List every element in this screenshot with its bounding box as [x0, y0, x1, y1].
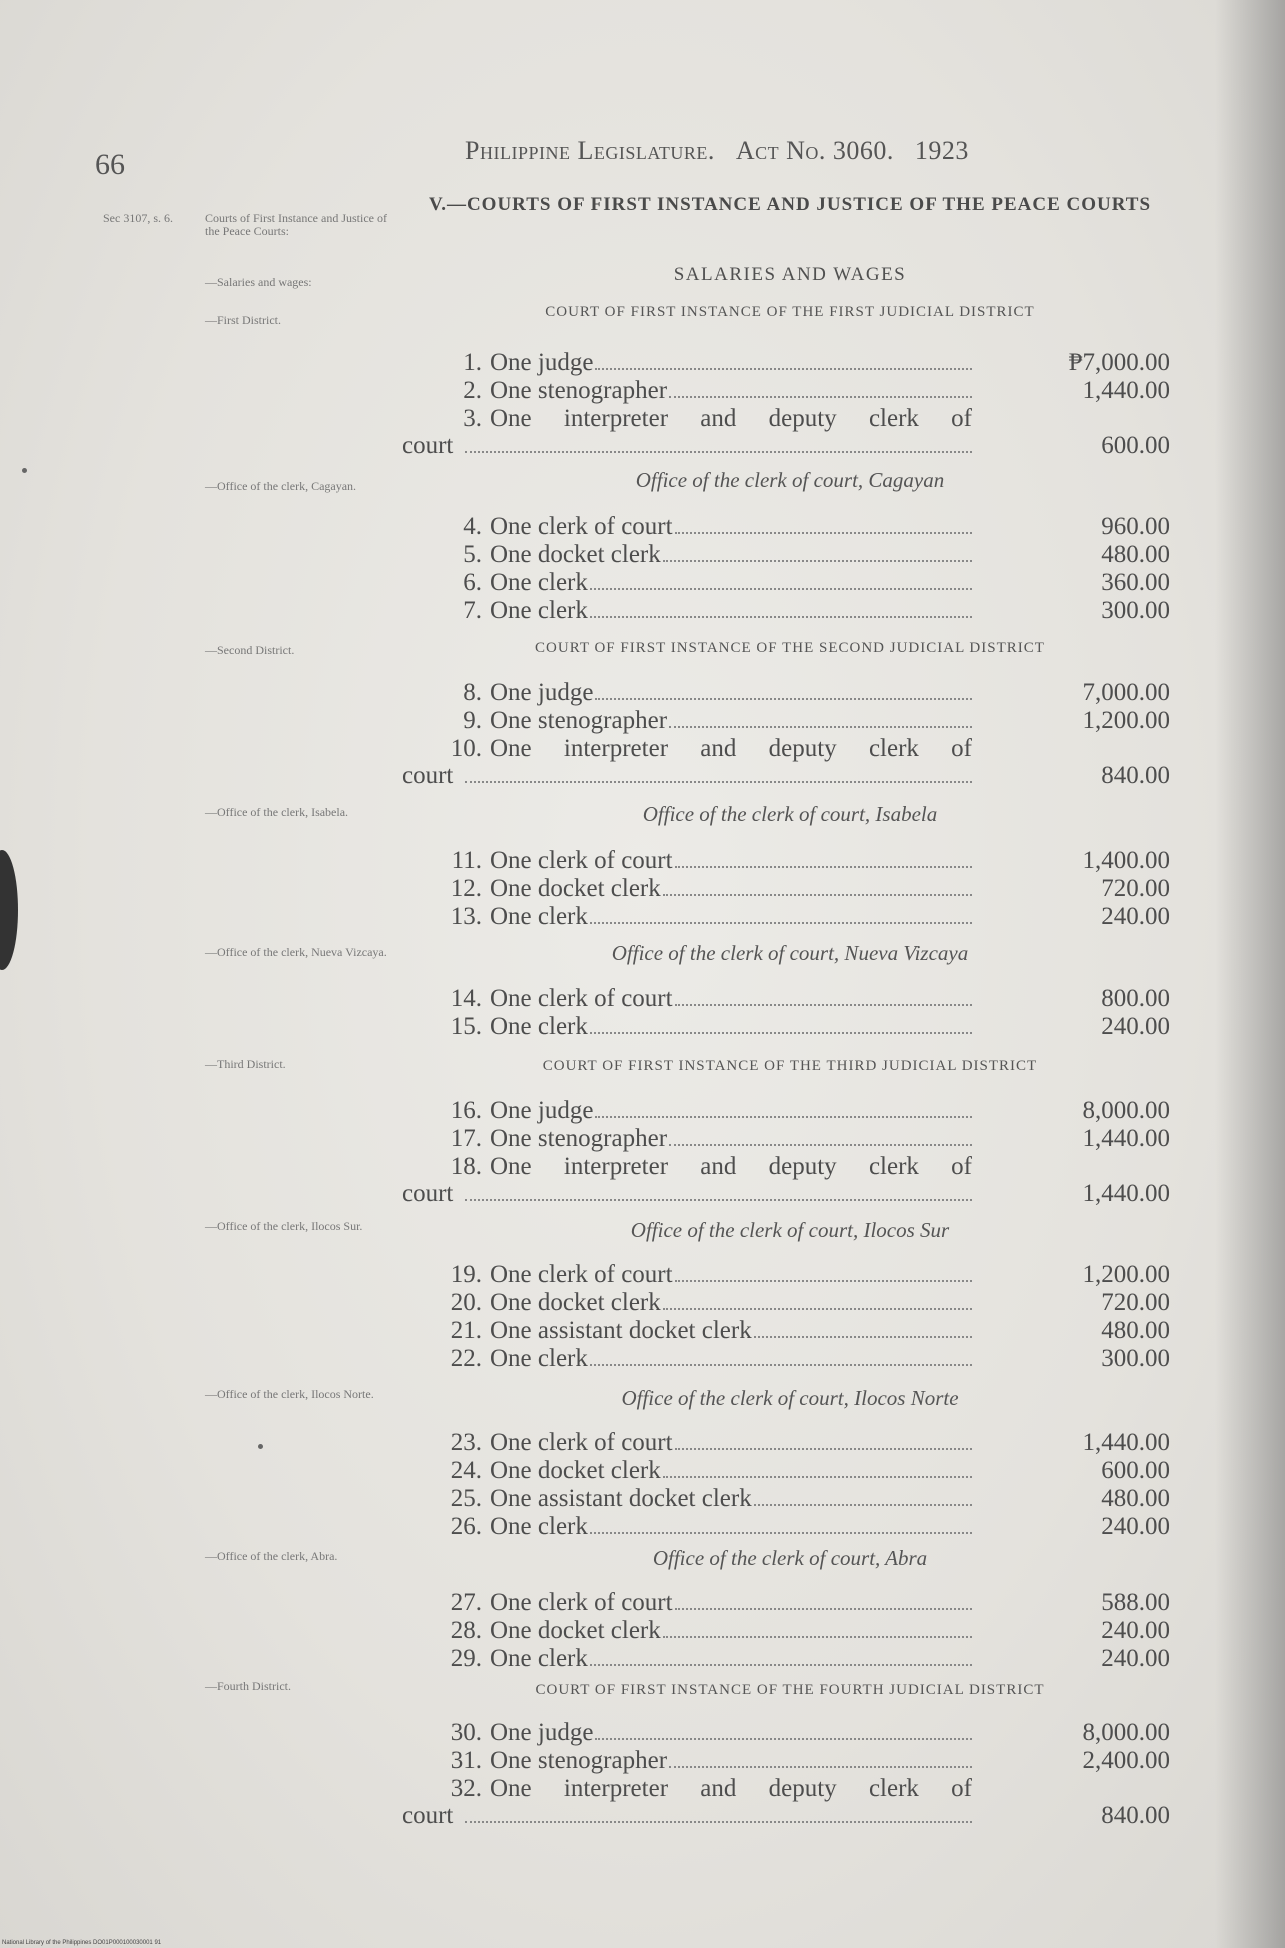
dot-leader — [663, 1456, 972, 1478]
running-head-legislature: Philippine Legislature. — [465, 136, 715, 165]
margin-note-first-district: —First District. — [205, 313, 282, 327]
dot-leader — [590, 1012, 972, 1034]
item-amount: 1,440.00 — [1082, 1429, 1170, 1456]
section-reference: Sec 3107, s. 6. — [103, 211, 173, 225]
dot-leader — [675, 846, 972, 868]
item-description-continuation: court — [402, 1802, 454, 1829]
item-number: 21. — [450, 1317, 482, 1344]
dot-leader — [663, 874, 972, 896]
item-description: One docket clerk — [490, 875, 661, 902]
salary-item-line — [402, 1152, 972, 1181]
dot-leader — [595, 678, 972, 700]
item-amount: 1,200.00 — [1082, 1261, 1170, 1288]
salary-item-continuation — [402, 761, 972, 790]
salary-item-line — [402, 1588, 972, 1617]
item-number: 27. — [450, 1589, 482, 1616]
item-number: 1. — [463, 349, 482, 376]
item-number: 2. — [463, 377, 482, 404]
item-amount: 300.00 — [1101, 597, 1170, 624]
item-amount: 240.00 — [1101, 903, 1170, 930]
item-description: One interpreter and deputy clerk of — [490, 1153, 972, 1180]
item-description: One stenographer — [490, 1747, 668, 1774]
item-number: 11. — [451, 847, 482, 874]
salary-item-line — [402, 734, 972, 763]
item-number: 26. — [450, 1513, 482, 1540]
item-amount: 1,440.00 — [1082, 1125, 1170, 1152]
item-description: One stenographer — [490, 1125, 668, 1152]
item-description: One clerk of court — [490, 1261, 673, 1288]
dot-leader — [669, 1124, 972, 1146]
salary-item-line — [402, 1512, 972, 1541]
margin-note-office-abra: —Office of the clerk, Abra. — [205, 1549, 338, 1563]
item-number: 17. — [450, 1125, 482, 1152]
salary-item-line — [402, 846, 972, 875]
salary-item-line — [402, 1124, 972, 1153]
salary-item-continuation — [402, 1801, 972, 1830]
item-description: One clerk of court — [490, 985, 673, 1012]
item-number: 31. — [450, 1747, 482, 1774]
dot-leader — [590, 568, 972, 590]
running-head — [465, 136, 969, 166]
item-number: 3. — [463, 405, 482, 432]
item-description: One clerk — [490, 597, 588, 624]
item-description: One docket clerk — [490, 1617, 661, 1644]
item-number: 12. — [450, 875, 482, 902]
sub-heading-salaries: SALARIES AND WAGES — [673, 264, 907, 285]
item-description: One judge — [490, 1097, 594, 1124]
heading-office-cagayan: Office of the clerk of court, Cagayan — [635, 468, 945, 492]
salary-item-line — [402, 1774, 972, 1803]
item-number: 7. — [463, 597, 482, 624]
item-description: One interpreter and deputy clerk of — [490, 405, 972, 432]
item-description: One clerk — [490, 569, 588, 596]
salary-item-line — [402, 706, 972, 735]
item-amount: 8,000.00 — [1082, 1097, 1170, 1124]
dot-leader — [595, 1096, 972, 1118]
salary-item-line — [402, 1456, 972, 1485]
item-amount: 2,400.00 — [1082, 1747, 1170, 1774]
item-number: 23. — [450, 1429, 482, 1456]
salary-item-continuation — [402, 431, 972, 460]
item-amount: 8,000.00 — [1082, 1719, 1170, 1746]
salary-item-line — [402, 348, 972, 377]
margin-note-third-district: —Third District. — [205, 1057, 286, 1071]
dot-leader — [465, 1801, 972, 1823]
item-description: One stenographer — [490, 377, 668, 404]
item-number: 8. — [463, 679, 482, 706]
heading-office-abra: Office of the clerk of court, Abra — [652, 1546, 928, 1570]
item-description: One stenographer — [490, 707, 668, 734]
salary-item-line — [402, 678, 972, 707]
item-number: 4. — [463, 513, 482, 540]
item-amount: 240.00 — [1101, 1645, 1170, 1672]
heading-third-district: COURT OF FIRST INSTANCE OF THE THIRD JUDICIAL DISTRICT — [542, 1058, 1038, 1074]
dot-leader — [595, 348, 972, 370]
item-number: 32. — [450, 1775, 482, 1802]
item-description: One interpreter and deputy clerk of — [490, 735, 972, 762]
item-description: One clerk — [490, 903, 588, 930]
item-number: 22. — [450, 1345, 482, 1372]
item-amount: 600.00 — [1101, 432, 1170, 459]
dot-leader — [669, 376, 972, 398]
item-amount: 300.00 — [1101, 1345, 1170, 1372]
item-description: One docket clerk — [490, 1289, 661, 1316]
item-number: 16. — [450, 1097, 482, 1124]
heading-office-ilocos-sur: Office of the clerk of court, Ilocos Sur — [630, 1218, 950, 1242]
dot-leader — [663, 1288, 972, 1310]
item-number: 9. — [463, 707, 482, 734]
section-heading: V.—COURTS OF FIRST INSTANCE AND JUSTICE OF THE PEACE COURTS — [428, 194, 1152, 215]
item-amount: 480.00 — [1101, 1485, 1170, 1512]
salary-item-line — [402, 1644, 972, 1673]
item-amount: 1,440.00 — [1082, 377, 1170, 404]
salary-item-line — [402, 404, 972, 433]
item-description: One clerk of court — [490, 1429, 673, 1456]
item-amount: 240.00 — [1101, 1513, 1170, 1540]
item-amount: 720.00 — [1101, 1289, 1170, 1316]
item-description: One clerk — [490, 1345, 588, 1372]
item-amount: 840.00 — [1101, 1802, 1170, 1829]
dot-leader — [590, 902, 972, 924]
item-amount: 480.00 — [1101, 541, 1170, 568]
item-description-continuation: court — [402, 432, 454, 459]
dot-leader — [675, 1428, 972, 1450]
salary-item-line — [402, 540, 972, 569]
footer-credit: National Library of the Philippines DO01P000100030001 91 — [2, 1940, 162, 1946]
item-description: One judge — [490, 679, 594, 706]
salary-item-line — [402, 512, 972, 541]
item-amount: 1,440.00 — [1082, 1180, 1170, 1207]
salary-item-line — [402, 1718, 972, 1747]
dot-leader — [754, 1484, 972, 1506]
dot-leader — [590, 1512, 972, 1534]
dot-leader — [465, 761, 972, 783]
dot-leader — [669, 1746, 972, 1768]
heading-office-nueva-vizcaya: Office of the clerk of court, Nueva Vizcaya — [611, 941, 969, 965]
binding-shadow — [1215, 0, 1285, 1948]
heading-second-district: COURT OF FIRST INSTANCE OF THE SECOND JUDICIAL DISTRICT — [535, 640, 1045, 656]
page-number: 66 — [95, 148, 125, 181]
item-description: One clerk — [490, 1645, 588, 1672]
margin-note-office-nueva-vizcaya: —Office of the clerk, Nueva Vizcaya. — [205, 945, 387, 959]
margin-note-office-isabela: —Office of the clerk, Isabela. — [205, 805, 349, 819]
item-description: One clerk of court — [490, 847, 673, 874]
dot-leader — [663, 540, 972, 562]
salary-item-line — [402, 1616, 972, 1645]
running-head-year: 1923 — [914, 136, 969, 165]
item-number: 19. — [450, 1261, 482, 1288]
item-number: 20. — [450, 1289, 482, 1316]
dot-leader — [669, 706, 972, 728]
salary-item-line — [402, 1096, 972, 1125]
item-number: 29. — [450, 1645, 482, 1672]
item-amount: 480.00 — [1101, 1317, 1170, 1344]
item-description-continuation: court — [402, 1180, 454, 1207]
margin-note-salaries: —Salaries and wages: — [205, 275, 312, 289]
item-amount: 1,400.00 — [1082, 847, 1170, 874]
dot-leader — [675, 512, 972, 534]
running-head-act: Act No. 3060. — [735, 136, 894, 165]
item-amount: 360.00 — [1101, 569, 1170, 596]
item-description: One clerk — [490, 1013, 588, 1040]
item-number: 15. — [450, 1013, 482, 1040]
item-description: One clerk of court — [490, 513, 673, 540]
salary-item-line — [402, 984, 972, 1013]
item-description: One interpreter and deputy clerk of — [490, 1775, 972, 1802]
item-amount: 240.00 — [1101, 1617, 1170, 1644]
item-description: One judge — [490, 349, 594, 376]
margin-note-office-ilocos-norte: —Office of the clerk, Ilocos Norte. — [205, 1387, 374, 1401]
item-description: One clerk — [490, 1513, 588, 1540]
salary-item-line — [402, 1316, 972, 1345]
item-amount: 1,200.00 — [1082, 707, 1170, 734]
margin-note-fourth-district: —Fourth District. — [205, 1679, 291, 1693]
heading-office-isabela: Office of the clerk of court, Isabela — [642, 802, 938, 826]
heading-office-ilocos-norte: Office of the clerk of court, Ilocos Norte — [621, 1386, 959, 1410]
item-number: 25. — [450, 1485, 482, 1512]
item-amount: 600.00 — [1101, 1457, 1170, 1484]
salary-item-line — [402, 1260, 972, 1289]
dot-leader — [465, 431, 972, 453]
item-description-continuation: court — [402, 762, 454, 789]
item-number: 6. — [463, 569, 482, 596]
item-description: One docket clerk — [490, 1457, 661, 1484]
item-number: 28. — [450, 1617, 482, 1644]
margin-note-office-cagayan: —Office of the clerk, Cagayan. — [205, 479, 357, 493]
salary-item-line — [402, 1746, 972, 1775]
item-description: One assistant docket clerk — [490, 1485, 752, 1512]
margin-note-office-ilocos-sur: —Office of the clerk, Ilocos Sur. — [205, 1219, 363, 1233]
salary-item-line — [402, 1484, 972, 1513]
salary-item-line — [402, 902, 972, 931]
item-number: 24. — [450, 1457, 482, 1484]
dot-leader — [675, 1260, 972, 1282]
item-number: 13. — [450, 903, 482, 930]
item-number: 5. — [463, 541, 482, 568]
scan-speck — [258, 1444, 263, 1449]
item-amount: 800.00 — [1101, 985, 1170, 1012]
item-amount: 840.00 — [1101, 762, 1170, 789]
item-number: 10. — [450, 735, 482, 762]
salary-item-line — [402, 376, 972, 405]
dot-leader — [675, 1588, 972, 1610]
dot-leader — [590, 596, 972, 618]
heading-fourth-district: COURT OF FIRST INSTANCE OF THE FOURTH JUDICIAL DISTRICT — [535, 1682, 1045, 1698]
salary-item-line — [402, 874, 972, 903]
item-amount: 720.00 — [1101, 875, 1170, 902]
item-number: 14. — [450, 985, 482, 1012]
item-number: 18. — [450, 1153, 482, 1180]
salary-item-line — [402, 1012, 972, 1041]
salary-item-line — [402, 1428, 972, 1457]
salary-item-continuation — [402, 1179, 972, 1208]
dot-leader — [675, 984, 972, 1006]
dot-leader — [754, 1316, 972, 1338]
salary-item-line — [402, 568, 972, 597]
item-number: 30. — [450, 1719, 482, 1746]
item-amount: 7,000.00 — [1082, 679, 1170, 706]
scan-speck — [22, 468, 27, 473]
item-description: One clerk of court — [490, 1589, 673, 1616]
dot-leader — [595, 1718, 972, 1740]
dot-leader — [663, 1616, 972, 1638]
item-description: One docket clerk — [490, 541, 661, 568]
item-amount: ₱7,000.00 — [1068, 349, 1170, 376]
dot-leader — [590, 1344, 972, 1366]
item-amount: 960.00 — [1101, 513, 1170, 540]
dot-leader — [590, 1644, 972, 1666]
item-description: One assistant docket clerk — [490, 1317, 752, 1344]
salary-item-line — [402, 1288, 972, 1317]
salary-item-line — [402, 596, 972, 625]
margin-note-second-district: —Second District. — [205, 643, 295, 657]
heading-first-district: COURT OF FIRST INSTANCE OF THE FIRST JUDICIAL DISTRICT — [545, 304, 1035, 320]
margin-note-courts: Courts of First Instance and Justice of the Peace Courts: — [205, 211, 387, 238]
item-amount: 240.00 — [1101, 1013, 1170, 1040]
item-description: One judge — [490, 1719, 594, 1746]
item-amount: 588.00 — [1101, 1589, 1170, 1616]
salary-item-line — [402, 1344, 972, 1373]
dot-leader — [465, 1179, 972, 1201]
